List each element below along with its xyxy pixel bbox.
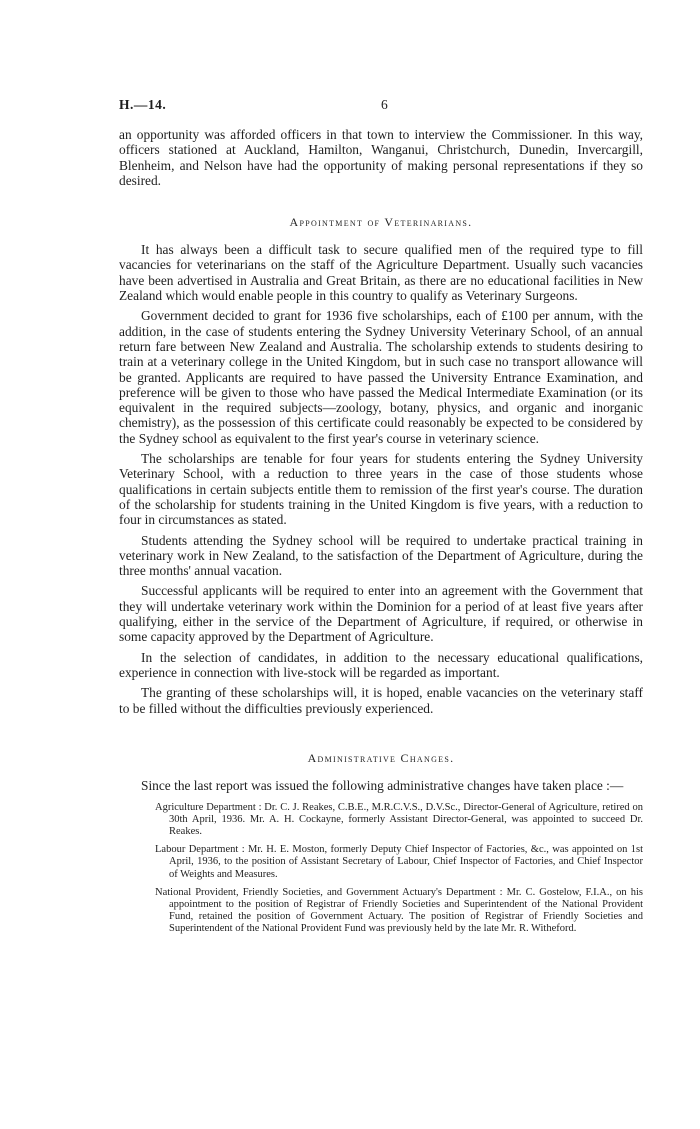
vet-paragraph-2: Government decided to grant for 1936 five scholarships, each of £100 per annum, with the addition, in the case of students entering the Sydney University Veterinary School, of an annual return fare between New Zealand and Australia. The scholarship extends to students desiring to train at a veterinary college in the United Kingdom, but in such case no transport allowance will be granted. Applicants are required to have passed the University Entrance Examination, and preference will be given to those who have passed the Medical Intermediate Examination (or its equivalent in the required subjects—zoology, botany, physics, and organic and inorganic chemistry), as the possession of this certificate could reasonably be expected to be considered by the Sydney school as equivalent to the first year's course in veterinary science. [119,308,643,446]
admin-change-labour: Labour Department : Mr. H. E. Moston, formerly Deputy Chief Inspector of Factories, &c., was appointed on 1st April, 1936, to the position of Assistant Secretary of Labour, Chief Inspector of Factories, and Chief Inspector of Weights and Measures. [155,844,643,880]
admin-change-agriculture: Agriculture Department : Dr. C. J. Reakes, C.B.E., M.R.C.V.S., D.V.Sc., Director-General of Agriculture, retired on 30th April, 1936. Mr. A. H. Cockayne, formerly Assistant Director-General, was appointed to succeed Dr. Reakes. [155,802,643,838]
vet-paragraph-4: Students attending the Sydney school will be required to undertake practical training in veterinary work in New Zealand, to the satisfaction of the Department of Agriculture, during the three months' annual vacation. [119,532,643,579]
vet-paragraph-7: The granting of these scholarships will, it is hoped, enable vacancies on the veterinary staff to be filled without the difficulties previously experienced. [119,685,643,716]
admin-changes-list [119,802,643,935]
vet-paragraph-1: It has always been a difficult task to secure qualified men of the required type to fill vacancies for veterinarians on the staff of the Agriculture Department. Usually such vacancies have been advertised in Australia and Great Britain, as there are no educational facilities in New Zealand which would enable people in this country to qualify as Veterinary Surgeons. [119,242,643,304]
page-header [119,97,629,117]
vet-paragraph-5: Successful applicants will be required to enter into an agreement with the Government that they will undertake veterinary work within the Dominion for a period of at least five years after qualifying, either in the service of the Department of Agriculture, if required, or otherwise in some capacity approved by the Department of Agriculture. [119,583,643,645]
document-body [119,127,643,941]
admin-change-national-provident: National Provident, Friendly Societies, and Government Actuary's Department : Mr. C. Gostelow, F.I.A., on his appointment to the position of Registrar of Friendly Societies and Superintendent of the National Provident Fund, retained the position of Government Actuary. The position of Registrar of Friendly Societies and Superintendent of the National Provident Fund was previously held by the late Mr. R. Witheford. [155,886,643,934]
section-heading-admin: Administrative Changes. [307,750,455,765]
document-reference: H.—14. [119,97,167,112]
intro-paragraph: an opportunity was afforded officers in that town to interview the Commissioner. In this way, officers stationed at Auckland, Hamilton, Wanganui, Christchurch, Dunedin, Invercargill, Blenheim, and Nelson have had the opportunity of making personal representations if they so desired. [119,127,643,188]
page-number: 6 [381,97,388,112]
admin-intro: Since the last report was issued the following administrative changes have taken place :— [141,777,624,793]
vet-paragraph-3: The scholarships are tenable for four years for students entering the Sydney University Veterinary School, with a reduction to three years in the case of those students whose qualifications in certain subjects entitle them to remission of the first year's course. The duration of the scholarship for students training in the United Kingdom is five years, with a reduction to four in circumstances as stated. [119,451,643,528]
section-heading-veterinarians: Appointment of Veterinarians. [289,215,473,230]
vet-paragraph-6: In the selection of candidates, in addition to the necessary educational qualifications, experience in connection with live-stock will be regarded as important. [119,649,643,680]
